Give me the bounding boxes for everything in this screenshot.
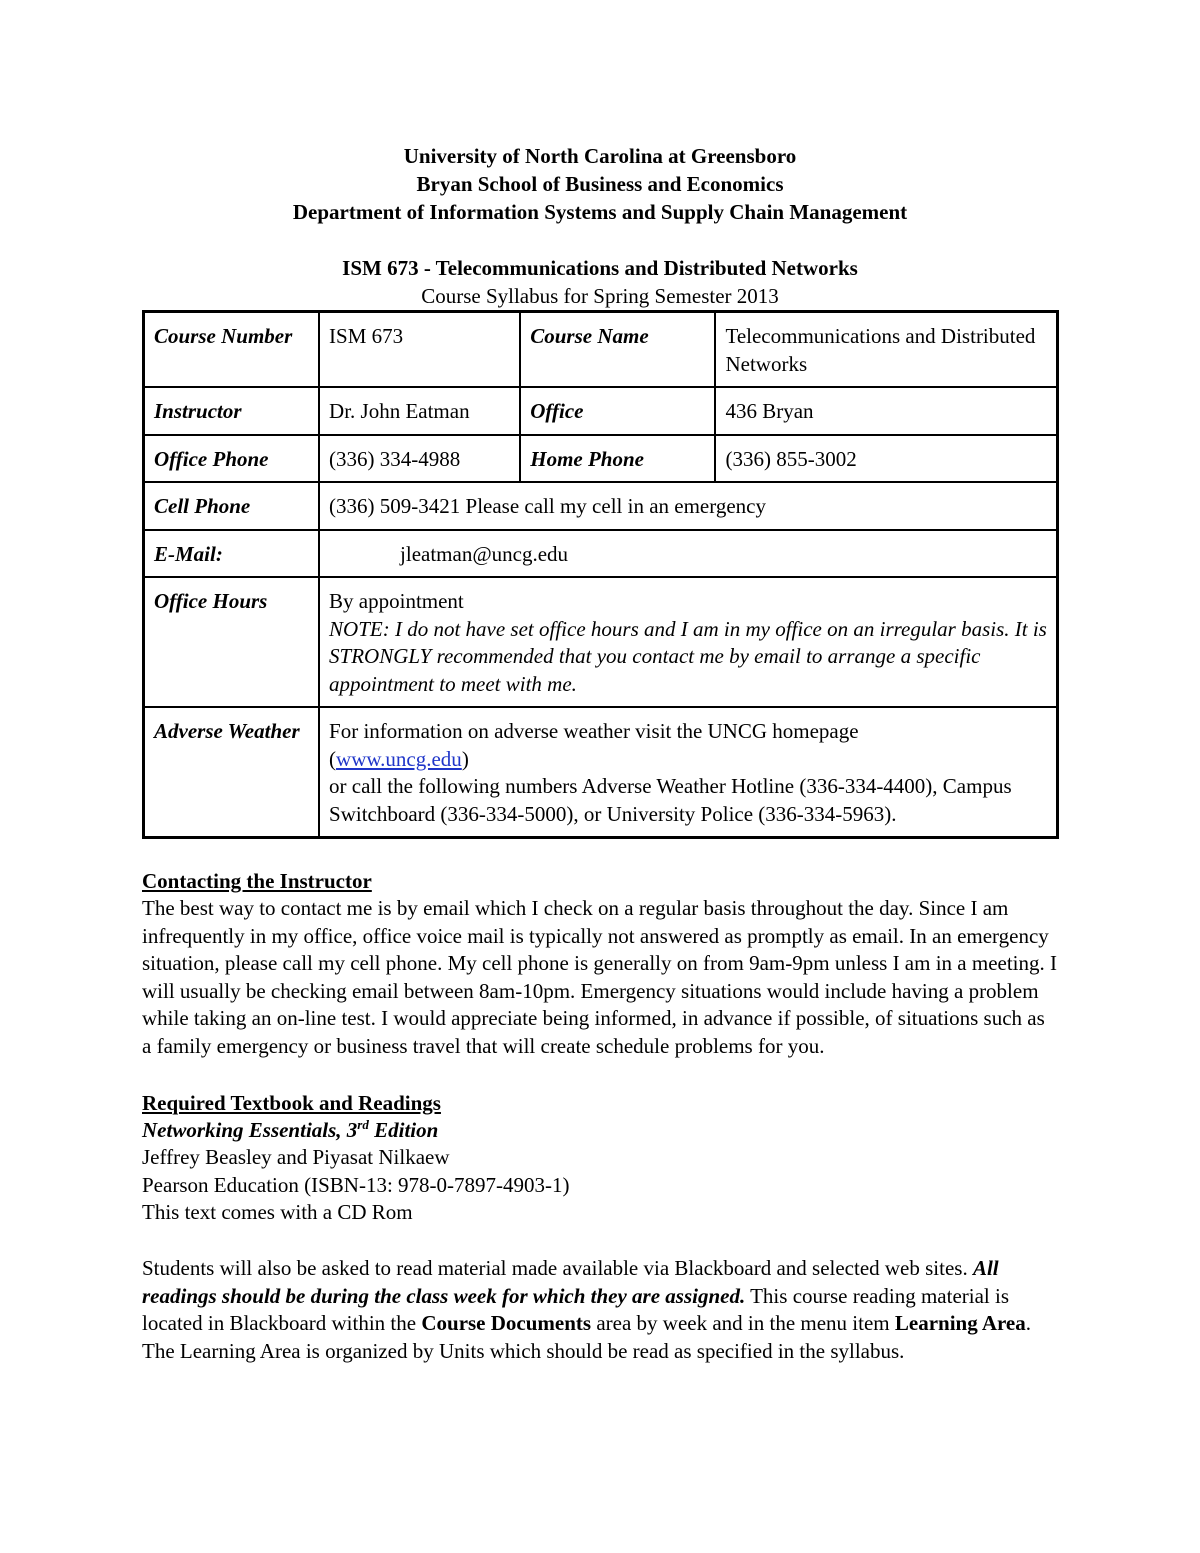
syllabus-subtitle: Course Syllabus for Spring Semester 2013 [421,284,779,308]
course-number-label: Course Number [144,312,320,388]
office-phone-label: Office Phone [144,435,320,483]
readings-text: . The Learning Area is organized by Units which should be read as specified in the syllabus. [142,1311,1032,1363]
cell-phone-value: (336) 509-3421 Please call my cell in an emergency [319,482,1057,530]
readings-text: Students will also be asked to read material made available via Blackboard and selected web sites. [142,1255,973,1280]
office-value: 436 Bryan [715,387,1057,435]
course-info-table [142,310,1059,839]
cell-phone-label: Cell Phone [144,482,320,530]
contacting-body: The best way to contact me is by email which I check on a regular basis throughout the day. Since I am infrequently in my office, office voice mail is typically not answered as promptly as email. In an emergency situation, please call my cell phone. My cell phone is generally on from 9am-9pm unless I am in a meeting. I will usually be checking email between 8am-10pm. Emergency situations would include having a problem while taking an on-line test. I would appreciate being informed, in advance if possible, of situations such as a family emergency or business travel that will create schedule problems for you. [142,896,1058,1058]
syllabus-page [142,142,1058,1365]
learning-area-term: Learning Area [894,1311,1026,1336]
office-phone-value: (336) 334-4988 [319,435,520,483]
adverse-weather-line2: or call the following numbers Adverse Weather Hotline (336-334-4400), Campus Switchboard (336-334-5000), or University Police (336-334-5963). [329,774,1012,826]
instructor-label: Instructor [144,387,320,435]
course-name-label: Course Name [520,312,715,388]
table-row [144,435,1058,483]
readings-text: This course reading material is located in Blackboard within the [142,1283,1010,1336]
table-row [144,707,1058,838]
table-row [144,577,1058,707]
instructor-value: Dr. John Eatman [319,387,520,435]
textbook-title: Required Textbook and Readings [142,1090,441,1115]
book-title-text: Networking Essentials, 3 [142,1117,358,1142]
table-row [144,530,1058,578]
adverse-weather-cell [319,707,1057,838]
email-value[interactable]: jleatman@uncg.edu [319,530,1057,578]
book-cd-note: This text comes with a CD Rom [142,1200,413,1225]
office-hours-note: NOTE: I do not have set office hours and I am in my office on an irregular basis. It is STRONGLY recommended that you contact me by email to arrange a specific appointment to meet with me. [329,616,1047,696]
department-name: Department of Information Systems and Supply Chain Management [292,200,908,224]
course-number-value: ISM 673 [319,312,520,388]
readings-emphasis: All readings should be during the class week for which they are assigned. [142,1255,999,1308]
office-hours-value: By appointment [329,589,464,613]
adverse-weather-label: Adverse Weather [144,707,320,838]
school-name: Bryan School of Business and Economics [416,172,784,196]
course-name-value: Telecommunications and Distributed Networks [715,312,1057,388]
office-label: Office [520,387,715,435]
readings-text: area by week and in the menu item [591,1311,895,1336]
home-phone-label: Home Phone [520,435,715,483]
adverse-weather-line1: For information on adverse weather visit the UNCG homepage [329,719,859,743]
course-title: ISM 673 - Telecommunications and Distributed Networks [342,256,858,280]
adverse-weather-link-line: (www.uncg.edu) [329,746,469,771]
book-publisher: Pearson Education (ISBN-13: 978-0-7897-4903-1) [142,1172,570,1197]
table-row [144,387,1058,435]
uncg-homepage-link[interactable]: www.uncg.edu [336,746,462,771]
table-row [144,482,1058,530]
book-edition-sup: rd [357,1116,369,1132]
course-documents-term: Course Documents [421,1311,592,1336]
book-edition-text: Edition [368,1117,439,1142]
university-name: University of North Carolina at Greensboro [403,144,797,168]
office-hours-cell [319,577,1057,707]
table-row [144,312,1058,388]
readings-paragraph [142,1255,1058,1365]
book-authors: Jeffrey Beasley and Piyasat Nilkaew [142,1145,450,1170]
contacting-title: Contacting the Instructor [142,869,372,893]
office-hours-label: Office Hours [144,577,320,707]
book-title [142,1117,1058,1145]
email-label: E-Mail: [144,530,320,578]
home-phone-value: (336) 855-3002 [715,435,1057,483]
